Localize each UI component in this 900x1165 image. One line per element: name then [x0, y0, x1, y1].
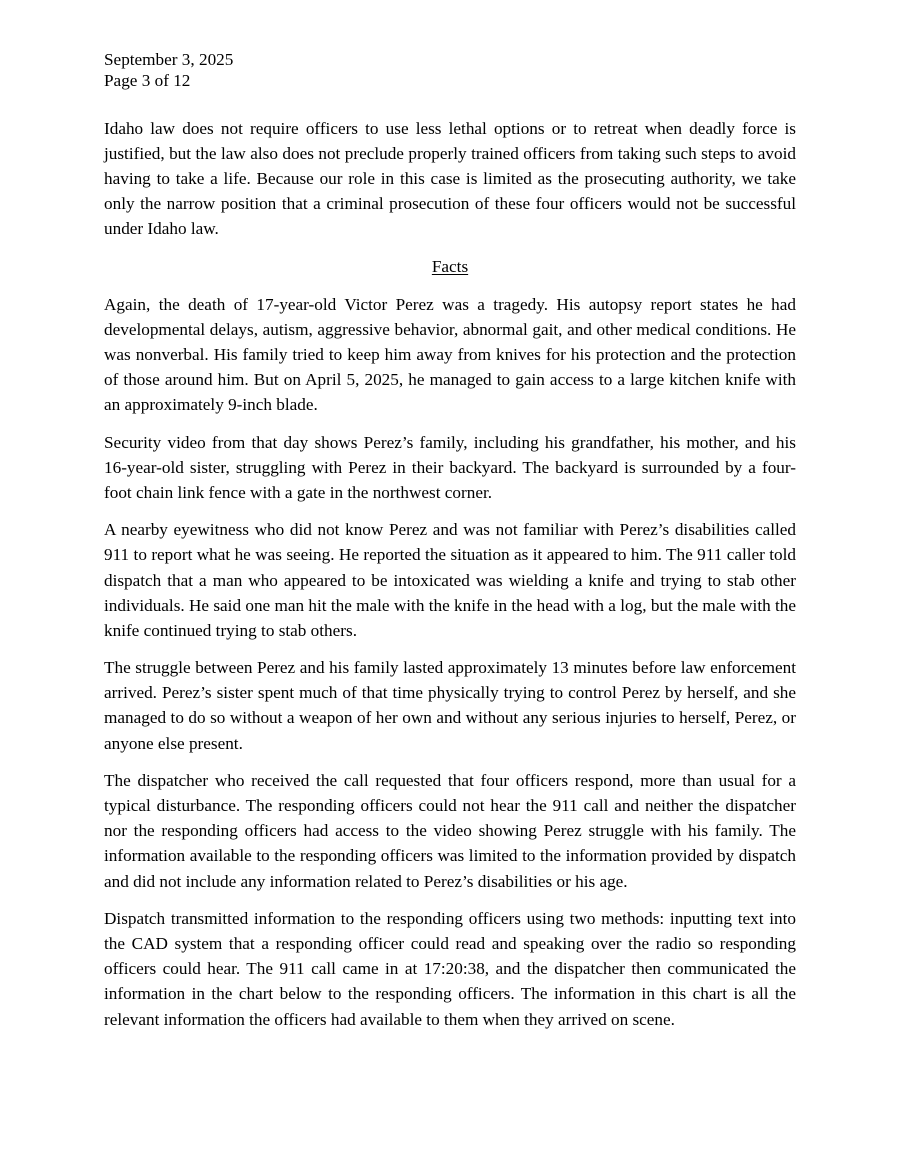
- paragraph-victor-perez-background: Again, the death of 17-year-old Victor Perez was a tragedy. His autopsy report states he had developmental delays, autism, aggressive behavior, abnormal gait, and other medical conditions. He was nonverbal. His family tried to keep him away from knives for his protection and the protection of those around him. But on April 5, 2025, he managed to gain access to a large kitchen knife with an approximately 9-inch blade.: [104, 294, 796, 414]
- paragraph-dispatch-transmission: Dispatch transmitted information to the responding officers using two methods: inputting text into the CAD system that a responding officer could read and speaking over the radio so responding officers could hear. The 911 call came in at 17:20:38, and the dispatcher then communicated the information in the chart below to the responding officers. The information in this chart is all the relevant information the officers had available to them when they arrived on scene.: [104, 909, 796, 1029]
- page-content: [104, 50, 796, 1032]
- document-body: [104, 116, 796, 1032]
- paragraph-dispatcher-request: The dispatcher who received the call requested that four officers respond, more than usual for a typical disturbance. The responding officers could not hear the 911 call and neither the dispatcher nor the responding officers had access to the video showing Perez struggle with his family. The information available to the responding officers was limited to the information provided by dispatch and did not include any information related to Perez’s disabilities or his age.: [104, 771, 796, 891]
- paragraph-security-video: Security video from that day shows Perez’s family, including his grandfather, his mother, and his 16-year-old sister, struggling with Perez in their backyard. The backyard is surrounded by a four-foot chain link fence with a gate in the northwest corner.: [104, 432, 796, 502]
- header-page-number: Page 3 of 12: [104, 70, 191, 90]
- paragraph-struggle-duration: The struggle between Perez and his family lasted approximately 13 minutes before law enforcement arrived. Perez’s sister spent much of that time physically trying to control Perez by herself, and she managed to do so without a weapon of her own and without any serious injuries to herself, Perez, or anyone else present.: [104, 658, 796, 753]
- paragraph-eyewitness-911-call: A nearby eyewitness who did not know Perez and was not familiar with Perez’s disabilities called 911 to report what he was seeing. He reported the situation as it appeared to him. The 911 caller told dispatch that a man who appeared to be intoxicated was wielding a knife and trying to stab other individuals. He said one man hit the male with the knife in the head with a log, but the male with the knife continued trying to stab others.: [104, 520, 796, 640]
- page-header: [104, 50, 796, 91]
- paragraph-idaho-law: Idaho law does not require officers to use less lethal options or to retreat when deadly force is justified, but the law also does not preclude properly trained officers from taking such steps to avoid having to take a life. Because our role in this case is limited as the prosecuting authority, we take only the narrow position that a criminal prosecution of these four officers would not be successful under Idaho law.: [104, 119, 796, 239]
- header-date: September 3, 2025: [104, 50, 234, 69]
- section-heading-facts: Facts: [431, 256, 469, 276]
